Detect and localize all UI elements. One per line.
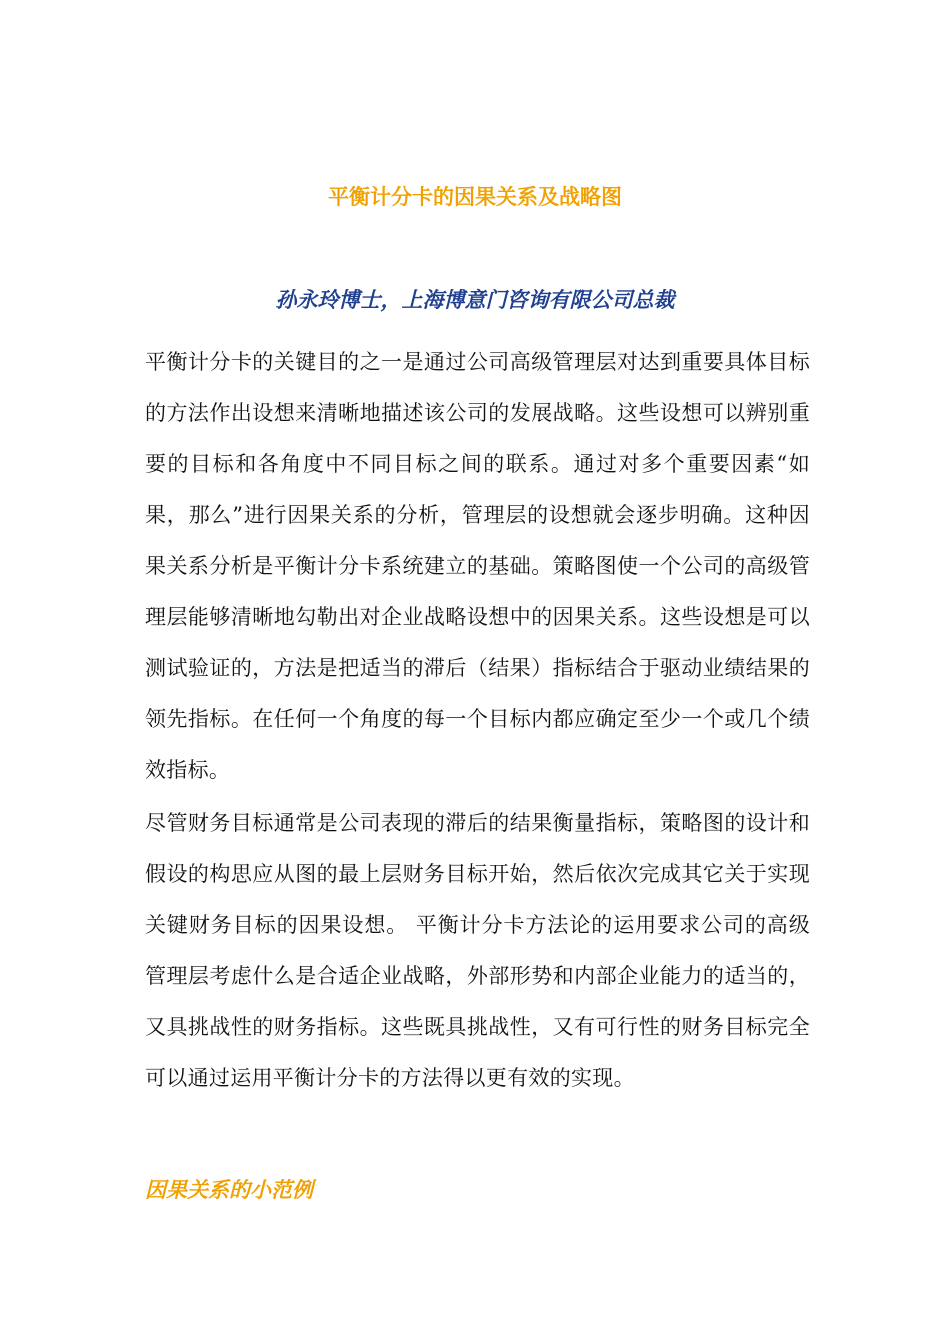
body-paragraph-1: 平衡计分卡的关键目的之一是通过公司高级管理层对达到重要具体目标的方法作出设想来清晰地描述该公司的发展战略。这些设想可以辨别重要的目标和各角度中不同目标之间的联系。通过对多个重要因素“如果，那么”进行因果关系的分析，管理层的设想就会逐步明确。这种因果关系分析是平衡计分卡系统建立的基础。策略图使一个公司的高级管理层能够清晰地勾勒出对企业战略设想中的因果关系。这些设想是可以测试验证的，方法是把适当的滞后（结果）指标结合于驱动业绩结果的领先指标。在任何一个角度的每一个目标内都应确定至少一个或几个绩效指标。 <box>145 350 810 782</box>
document-title: 平衡计分卡的因果关系及战略图 <box>328 185 622 209</box>
author-line: 孙永玲博士，上海博意门咨询有限公司总裁 <box>275 288 675 312</box>
body-paragraph-2: 尽管财务目标通常是公司表现的滞后的结果衡量指标，策略图的设计和假设的构思应从图的最上层财务目标开始，然后依次完成其它关于实现关键财务目标的因果设想。 平衡计分卡方法论的运用要求公司的高级管理层考虑什么是合适企业战略，外部形势和内部企业能力的适当的，又具挑战性的财务指标。这些既具挑战性，又有可行性的财务目标完全可以通过运用平衡计分卡的方法得以更有效的实现。 <box>145 811 810 1090</box>
section-heading: 因果关系的小范例 <box>145 1178 313 1202</box>
